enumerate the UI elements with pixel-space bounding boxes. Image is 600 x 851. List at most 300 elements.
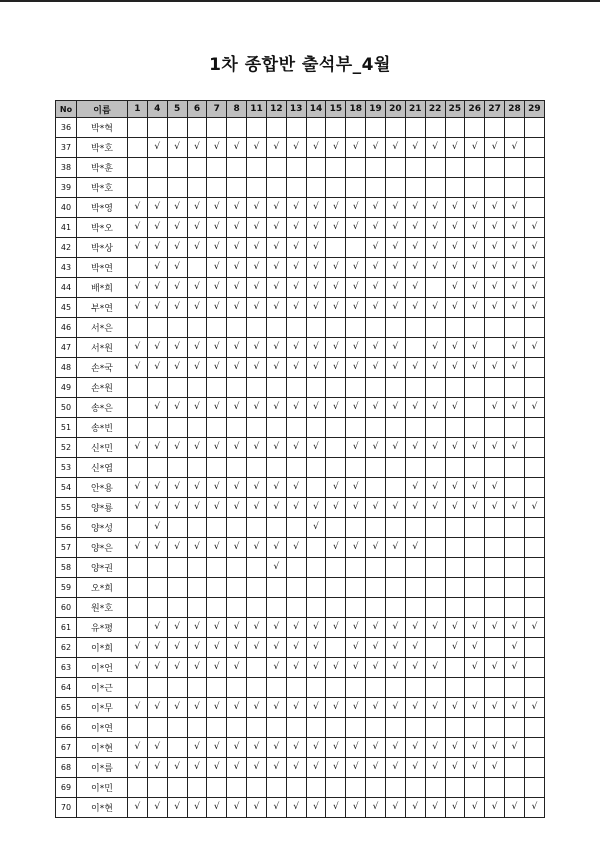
student-name: 이*근 [77, 678, 128, 698]
attendance-cell [385, 578, 405, 598]
attendance-cell: √ [187, 278, 207, 298]
attendance-cell: √ [167, 758, 187, 778]
attendance-cell: √ [306, 438, 326, 458]
attendance-cell: √ [286, 758, 306, 778]
attendance-cell: √ [147, 338, 167, 358]
attendance-cell [425, 278, 445, 298]
attendance-cell: √ [465, 338, 485, 358]
header-day: 4 [147, 101, 167, 118]
attendance-cell [425, 158, 445, 178]
attendance-cell: √ [167, 238, 187, 258]
attendance-cell: √ [266, 798, 286, 818]
attendance-cell [128, 158, 148, 178]
attendance-cell: √ [405, 138, 425, 158]
attendance-cell [485, 538, 505, 558]
attendance-cell: √ [346, 538, 366, 558]
attendance-cell: √ [247, 758, 267, 778]
attendance-cell [366, 678, 386, 698]
table-row [56, 138, 545, 158]
attendance-cell: √ [286, 218, 306, 238]
table-row [56, 398, 545, 418]
attendance-cell [286, 558, 306, 578]
attendance-cell [485, 378, 505, 398]
attendance-cell [425, 598, 445, 618]
attendance-cell: √ [505, 638, 525, 658]
table-row [56, 678, 545, 698]
attendance-cell: √ [207, 138, 227, 158]
attendance-cell [485, 578, 505, 598]
attendance-cell [147, 718, 167, 738]
student-name: 박*영 [77, 198, 128, 218]
attendance-cell [326, 458, 346, 478]
attendance-cell [405, 778, 425, 798]
row-number: 45 [56, 298, 77, 318]
attendance-cell: √ [187, 218, 207, 238]
attendance-cell [366, 318, 386, 338]
attendance-cell [147, 318, 167, 338]
attendance-cell [505, 598, 525, 618]
attendance-cell [366, 558, 386, 578]
student-name: 오*희 [77, 578, 128, 598]
attendance-cell: √ [366, 498, 386, 518]
attendance-cell: √ [147, 798, 167, 818]
attendance-cell [286, 598, 306, 618]
attendance-cell: √ [405, 438, 425, 458]
attendance-cell [147, 778, 167, 798]
attendance-cell [385, 478, 405, 498]
attendance-cell [306, 178, 326, 198]
attendance-cell: √ [266, 478, 286, 498]
attendance-cell [505, 778, 525, 798]
attendance-cell: √ [485, 238, 505, 258]
attendance-cell: √ [346, 658, 366, 678]
attendance-cell: √ [266, 238, 286, 258]
attendance-cell: √ [485, 498, 505, 518]
attendance-cell: √ [485, 738, 505, 758]
attendance-cell: √ [286, 358, 306, 378]
attendance-cell [445, 598, 465, 618]
attendance-cell: √ [187, 438, 207, 458]
attendance-cell [326, 238, 346, 258]
attendance-cell [128, 718, 148, 738]
attendance-cell [524, 458, 544, 478]
attendance-cell: √ [128, 338, 148, 358]
attendance-cell: √ [187, 498, 207, 518]
attendance-cell: √ [266, 438, 286, 458]
attendance-cell [405, 578, 425, 598]
attendance-cell: √ [306, 658, 326, 678]
table-row [56, 338, 545, 358]
attendance-cell: √ [485, 278, 505, 298]
attendance-cell: √ [306, 278, 326, 298]
student-name: 박*상 [77, 238, 128, 258]
table-row [56, 378, 545, 398]
attendance-cell: √ [128, 738, 148, 758]
attendance-cell [366, 718, 386, 738]
attendance-cell: √ [405, 478, 425, 498]
row-number: 37 [56, 138, 77, 158]
attendance-cell [346, 558, 366, 578]
attendance-cell [465, 538, 485, 558]
attendance-cell: √ [286, 438, 306, 458]
attendance-cell: √ [326, 258, 346, 278]
table-row [56, 778, 545, 798]
attendance-cell: √ [346, 398, 366, 418]
attendance-cell [505, 178, 525, 198]
attendance-cell [187, 578, 207, 598]
attendance-cell: √ [207, 258, 227, 278]
row-number: 55 [56, 498, 77, 518]
attendance-cell [445, 658, 465, 678]
row-number: 69 [56, 778, 77, 798]
attendance-cell: √ [128, 438, 148, 458]
attendance-cell [286, 578, 306, 598]
attendance-cell: √ [385, 698, 405, 718]
attendance-cell: √ [505, 298, 525, 318]
attendance-cell: √ [187, 798, 207, 818]
attendance-cell [485, 458, 505, 478]
attendance-cell [524, 658, 544, 678]
attendance-cell: √ [445, 238, 465, 258]
student-name: 원*호 [77, 598, 128, 618]
attendance-cell [485, 418, 505, 438]
attendance-cell [366, 178, 386, 198]
attendance-cell: √ [147, 398, 167, 418]
attendance-cell: √ [505, 738, 525, 758]
attendance-cell: √ [147, 358, 167, 378]
attendance-cell: √ [247, 798, 267, 818]
attendance-cell [227, 158, 247, 178]
attendance-cell: √ [306, 358, 326, 378]
attendance-cell [346, 318, 366, 338]
student-name: 배*희 [77, 278, 128, 298]
attendance-cell [465, 398, 485, 418]
attendance-cell [286, 718, 306, 738]
table-row [56, 658, 545, 678]
attendance-cell [485, 638, 505, 658]
header-day: 14 [306, 101, 326, 118]
attendance-cell [306, 538, 326, 558]
attendance-cell: √ [405, 758, 425, 778]
attendance-cell: √ [147, 698, 167, 718]
attendance-cell: √ [207, 798, 227, 818]
student-name: 손*원 [77, 378, 128, 398]
attendance-cell: √ [405, 398, 425, 418]
attendance-cell [128, 418, 148, 438]
attendance-cell: √ [465, 238, 485, 258]
table-row [56, 558, 545, 578]
attendance-cell [524, 518, 544, 538]
row-number: 70 [56, 798, 77, 818]
attendance-cell: √ [128, 638, 148, 658]
attendance-cell [266, 158, 286, 178]
attendance-cell: √ [227, 358, 247, 378]
attendance-cell [207, 418, 227, 438]
attendance-cell: √ [385, 298, 405, 318]
attendance-cell [306, 318, 326, 338]
attendance-cell: √ [247, 238, 267, 258]
attendance-cell: √ [366, 358, 386, 378]
attendance-cell [465, 118, 485, 138]
attendance-cell [425, 178, 445, 198]
attendance-cell [465, 558, 485, 578]
attendance-cell: √ [385, 658, 405, 678]
attendance-cell [286, 778, 306, 798]
attendance-cell: √ [405, 258, 425, 278]
attendance-cell: √ [227, 618, 247, 638]
student-name: 양*은 [77, 538, 128, 558]
attendance-cell [306, 418, 326, 438]
attendance-cell [445, 778, 465, 798]
attendance-cell: √ [167, 198, 187, 218]
attendance-cell [227, 178, 247, 198]
attendance-cell: √ [346, 438, 366, 458]
attendance-cell [445, 718, 465, 738]
attendance-cell [385, 318, 405, 338]
attendance-cell: √ [266, 698, 286, 718]
attendance-cell: √ [524, 278, 544, 298]
attendance-cell: √ [147, 538, 167, 558]
attendance-cell: √ [485, 658, 505, 678]
attendance-cell [326, 678, 346, 698]
attendance-cell [405, 558, 425, 578]
table-row [56, 798, 545, 818]
attendance-cell [445, 378, 465, 398]
attendance-cell: √ [247, 358, 267, 378]
attendance-cell: √ [326, 138, 346, 158]
row-number: 67 [56, 738, 77, 758]
attendance-cell [445, 538, 465, 558]
attendance-cell: √ [128, 498, 148, 518]
attendance-cell: √ [425, 758, 445, 778]
attendance-cell [445, 318, 465, 338]
attendance-cell: √ [147, 138, 167, 158]
table-row [56, 598, 545, 618]
attendance-cell: √ [167, 698, 187, 718]
attendance-cell: √ [366, 298, 386, 318]
student-name: 양*권 [77, 558, 128, 578]
attendance-cell [346, 238, 366, 258]
attendance-cell [128, 678, 148, 698]
attendance-cell: √ [366, 638, 386, 658]
attendance-cell [505, 318, 525, 338]
attendance-cell: √ [366, 238, 386, 258]
attendance-cell: √ [207, 738, 227, 758]
attendance-cell: √ [128, 298, 148, 318]
student-name: 손*국 [77, 358, 128, 378]
attendance-cell: √ [524, 238, 544, 258]
attendance-cell [187, 378, 207, 398]
attendance-cell: √ [385, 398, 405, 418]
attendance-cell [405, 718, 425, 738]
attendance-cell: √ [128, 758, 148, 778]
attendance-cell: √ [505, 138, 525, 158]
attendance-cell: √ [247, 138, 267, 158]
attendance-cell [485, 598, 505, 618]
attendance-cell [326, 418, 346, 438]
attendance-cell [326, 578, 346, 598]
attendance-cell: √ [346, 138, 366, 158]
row-number: 43 [56, 258, 77, 278]
attendance-cell: √ [445, 698, 465, 718]
attendance-cell [346, 158, 366, 178]
table-row [56, 218, 545, 238]
attendance-cell: √ [227, 498, 247, 518]
attendance-cell: √ [505, 398, 525, 418]
attendance-cell: √ [207, 278, 227, 298]
attendance-cell [128, 118, 148, 138]
attendance-cell: √ [167, 338, 187, 358]
attendance-cell: √ [385, 278, 405, 298]
attendance-cell: √ [385, 538, 405, 558]
attendance-cell: √ [326, 478, 346, 498]
attendance-cell: √ [385, 498, 405, 518]
attendance-cell [385, 158, 405, 178]
attendance-cell: √ [128, 538, 148, 558]
attendance-cell: √ [286, 738, 306, 758]
attendance-cell: √ [286, 338, 306, 358]
student-name: 신*엽 [77, 458, 128, 478]
attendance-cell: √ [405, 498, 425, 518]
attendance-cell [187, 518, 207, 538]
attendance-cell [366, 598, 386, 618]
student-name: 이*언 [77, 658, 128, 678]
attendance-cell: √ [207, 438, 227, 458]
attendance-cell: √ [485, 138, 505, 158]
attendance-cell: √ [346, 798, 366, 818]
attendance-cell [128, 378, 148, 398]
attendance-cell [128, 518, 148, 538]
attendance-cell: √ [505, 698, 525, 718]
attendance-cell: √ [425, 478, 445, 498]
student-name: 부*연 [77, 298, 128, 318]
table-row [56, 498, 545, 518]
attendance-cell [286, 458, 306, 478]
attendance-cell: √ [326, 798, 346, 818]
attendance-cell: √ [227, 298, 247, 318]
attendance-cell [227, 718, 247, 738]
header-day: 8 [227, 101, 247, 118]
attendance-cell: √ [306, 798, 326, 818]
attendance-cell: √ [247, 198, 267, 218]
student-name: 송*은 [77, 398, 128, 418]
attendance-cell: √ [147, 258, 167, 278]
attendance-cell: √ [128, 278, 148, 298]
attendance-cell: √ [346, 738, 366, 758]
attendance-cell: √ [187, 698, 207, 718]
attendance-cell [465, 158, 485, 178]
attendance-cell: √ [266, 278, 286, 298]
attendance-cell [425, 638, 445, 658]
attendance-cell [445, 158, 465, 178]
attendance-cell [445, 118, 465, 138]
attendance-cell: √ [425, 138, 445, 158]
attendance-cell: √ [187, 298, 207, 318]
attendance-cell [326, 638, 346, 658]
attendance-cell: √ [524, 398, 544, 418]
attendance-cell [524, 118, 544, 138]
attendance-cell: √ [286, 638, 306, 658]
attendance-cell: √ [286, 398, 306, 418]
student-name: 이*현 [77, 798, 128, 818]
attendance-cell: √ [405, 658, 425, 678]
attendance-cell [485, 558, 505, 578]
attendance-cell [187, 178, 207, 198]
attendance-cell: √ [227, 538, 247, 558]
attendance-cell [207, 178, 227, 198]
header-day: 18 [346, 101, 366, 118]
header-day: 27 [485, 101, 505, 118]
table-row [56, 158, 545, 178]
attendance-cell: √ [465, 438, 485, 458]
attendance-cell: √ [366, 198, 386, 218]
attendance-cell [366, 518, 386, 538]
attendance-cell [465, 578, 485, 598]
attendance-cell: √ [366, 758, 386, 778]
attendance-cell: √ [326, 658, 346, 678]
attendance-cell [306, 558, 326, 578]
attendance-cell: √ [445, 498, 465, 518]
attendance-cell: √ [465, 798, 485, 818]
attendance-cell: √ [505, 258, 525, 278]
attendance-cell [425, 538, 445, 558]
attendance-cell [326, 558, 346, 578]
attendance-cell: √ [207, 298, 227, 318]
attendance-cell [227, 318, 247, 338]
attendance-cell: √ [346, 258, 366, 278]
header-day: 13 [286, 101, 306, 118]
attendance-cell [346, 778, 366, 798]
attendance-cell [425, 518, 445, 538]
attendance-cell [187, 718, 207, 738]
student-name: 신*민 [77, 438, 128, 458]
attendance-cell [286, 178, 306, 198]
attendance-cell [247, 678, 267, 698]
attendance-cell: √ [147, 758, 167, 778]
header-day: 12 [266, 101, 286, 118]
attendance-cell: √ [425, 438, 445, 458]
row-number: 64 [56, 678, 77, 698]
attendance-cell: √ [266, 398, 286, 418]
attendance-cell: √ [187, 358, 207, 378]
table-row [56, 358, 545, 378]
attendance-cell: √ [524, 338, 544, 358]
attendance-cell [227, 378, 247, 398]
attendance-cell: √ [465, 298, 485, 318]
attendance-cell [247, 418, 267, 438]
attendance-cell: √ [207, 478, 227, 498]
attendance-cell: √ [207, 398, 227, 418]
attendance-cell [346, 578, 366, 598]
attendance-cell: √ [346, 198, 366, 218]
attendance-cell [286, 158, 306, 178]
attendance-cell: √ [266, 498, 286, 518]
attendance-cell [207, 678, 227, 698]
attendance-cell: √ [524, 698, 544, 718]
attendance-cell [147, 578, 167, 598]
row-number: 54 [56, 478, 77, 498]
attendance-cell [505, 558, 525, 578]
attendance-cell: √ [465, 358, 485, 378]
attendance-cell [128, 178, 148, 198]
attendance-cell: √ [247, 258, 267, 278]
attendance-cell: √ [346, 698, 366, 718]
row-number: 65 [56, 698, 77, 718]
attendance-cell: √ [465, 198, 485, 218]
attendance-cell: √ [346, 618, 366, 638]
attendance-cell: √ [286, 278, 306, 298]
student-name: 양*성 [77, 518, 128, 538]
